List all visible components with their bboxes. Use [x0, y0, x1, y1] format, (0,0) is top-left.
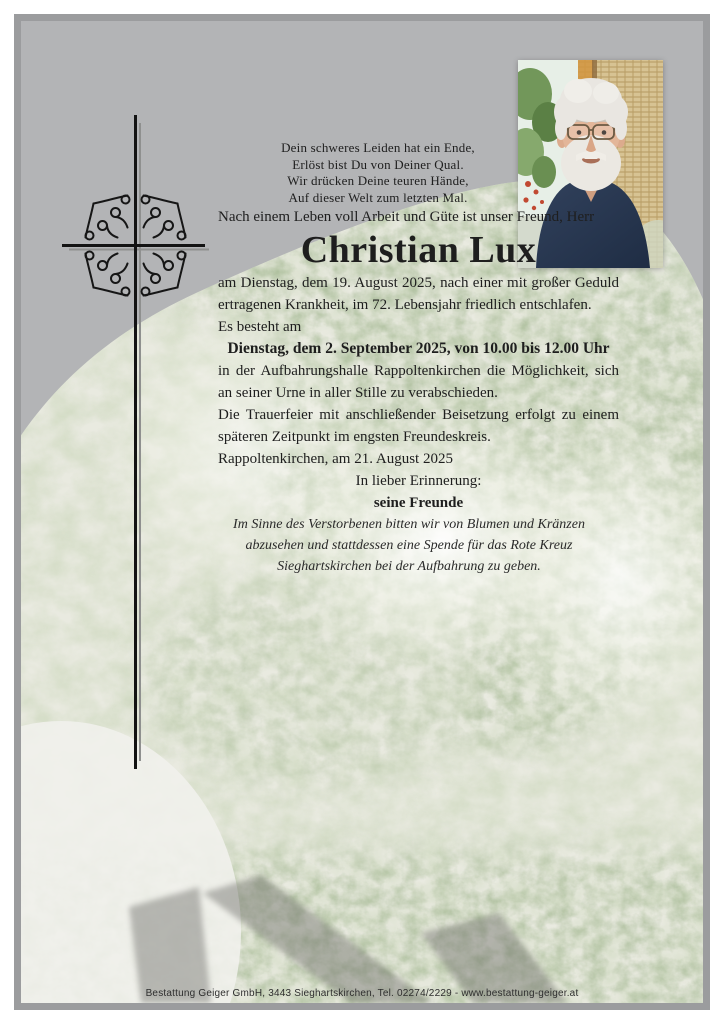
place-and-date: Rappoltenkirchen, am 21. August 2025 [218, 451, 453, 467]
deceased-name: Christian Lux [300, 229, 537, 271]
viewing-lead: Es besteht am [218, 319, 302, 335]
funeral-note: Die Trauerfeier mit anschließender Beisetzung erfolgt zu einem späteren Zeitpunkt im engsten Freundeskreis. [218, 407, 619, 445]
poem-line-4: Auf dieser Welt zum letzten Mal. [288, 189, 468, 205]
mourners: seine Freunde [373, 495, 464, 511]
viewing-details: in der Aufbahrungshalle Rappoltenkirchen die Möglichkeit, sich an seiner Urne in aller Stille zu verabschieden. [218, 363, 619, 401]
memorial-poem [218, 140, 538, 206]
funeral-home-footer: Bestattung Geiger GmbH, 3443 Sieghartskirchen, Tel. 02274/2229 - www.bestattung-geiger.at [145, 988, 579, 999]
notice-body [218, 140, 619, 577]
intro-line: Nach einem Leben voll Arbeit und Güte ist unser Freund, Herr [218, 209, 595, 225]
death-details: am Dienstag, dem 19. August 2025, nach einer mit großer Geduld ertragenen Krankheit, im 72. Lebensjahr friedlich entschlafen. [218, 275, 619, 313]
poem-line-1: Dein schweres Leiden hat ein Ende, [281, 140, 475, 155]
poem-line-3: Wir drücken Deine teuren Hände, [287, 173, 469, 188]
iron-cross-icon [51, 101, 221, 781]
poem-line-2: Erlöst bist Du von Deiner Qual. [292, 156, 464, 172]
memory-lead: In lieber Erinnerung: [355, 473, 482, 489]
notice-frame [14, 14, 710, 1010]
cross-main-lines [62, 115, 205, 769]
donation-note: Im Sinne des Verstorbenen bitten wir von Blumen und Kränzen abzusehen und stattdessen eine Spende für das Rote Kreuz Sieghartskirchen bei der Aufbahrung zu geben. [233, 517, 585, 574]
viewing-datetime: Dienstag, dem 2. September 2025, von 10.00 bis 12.00 Uhr [227, 340, 610, 357]
